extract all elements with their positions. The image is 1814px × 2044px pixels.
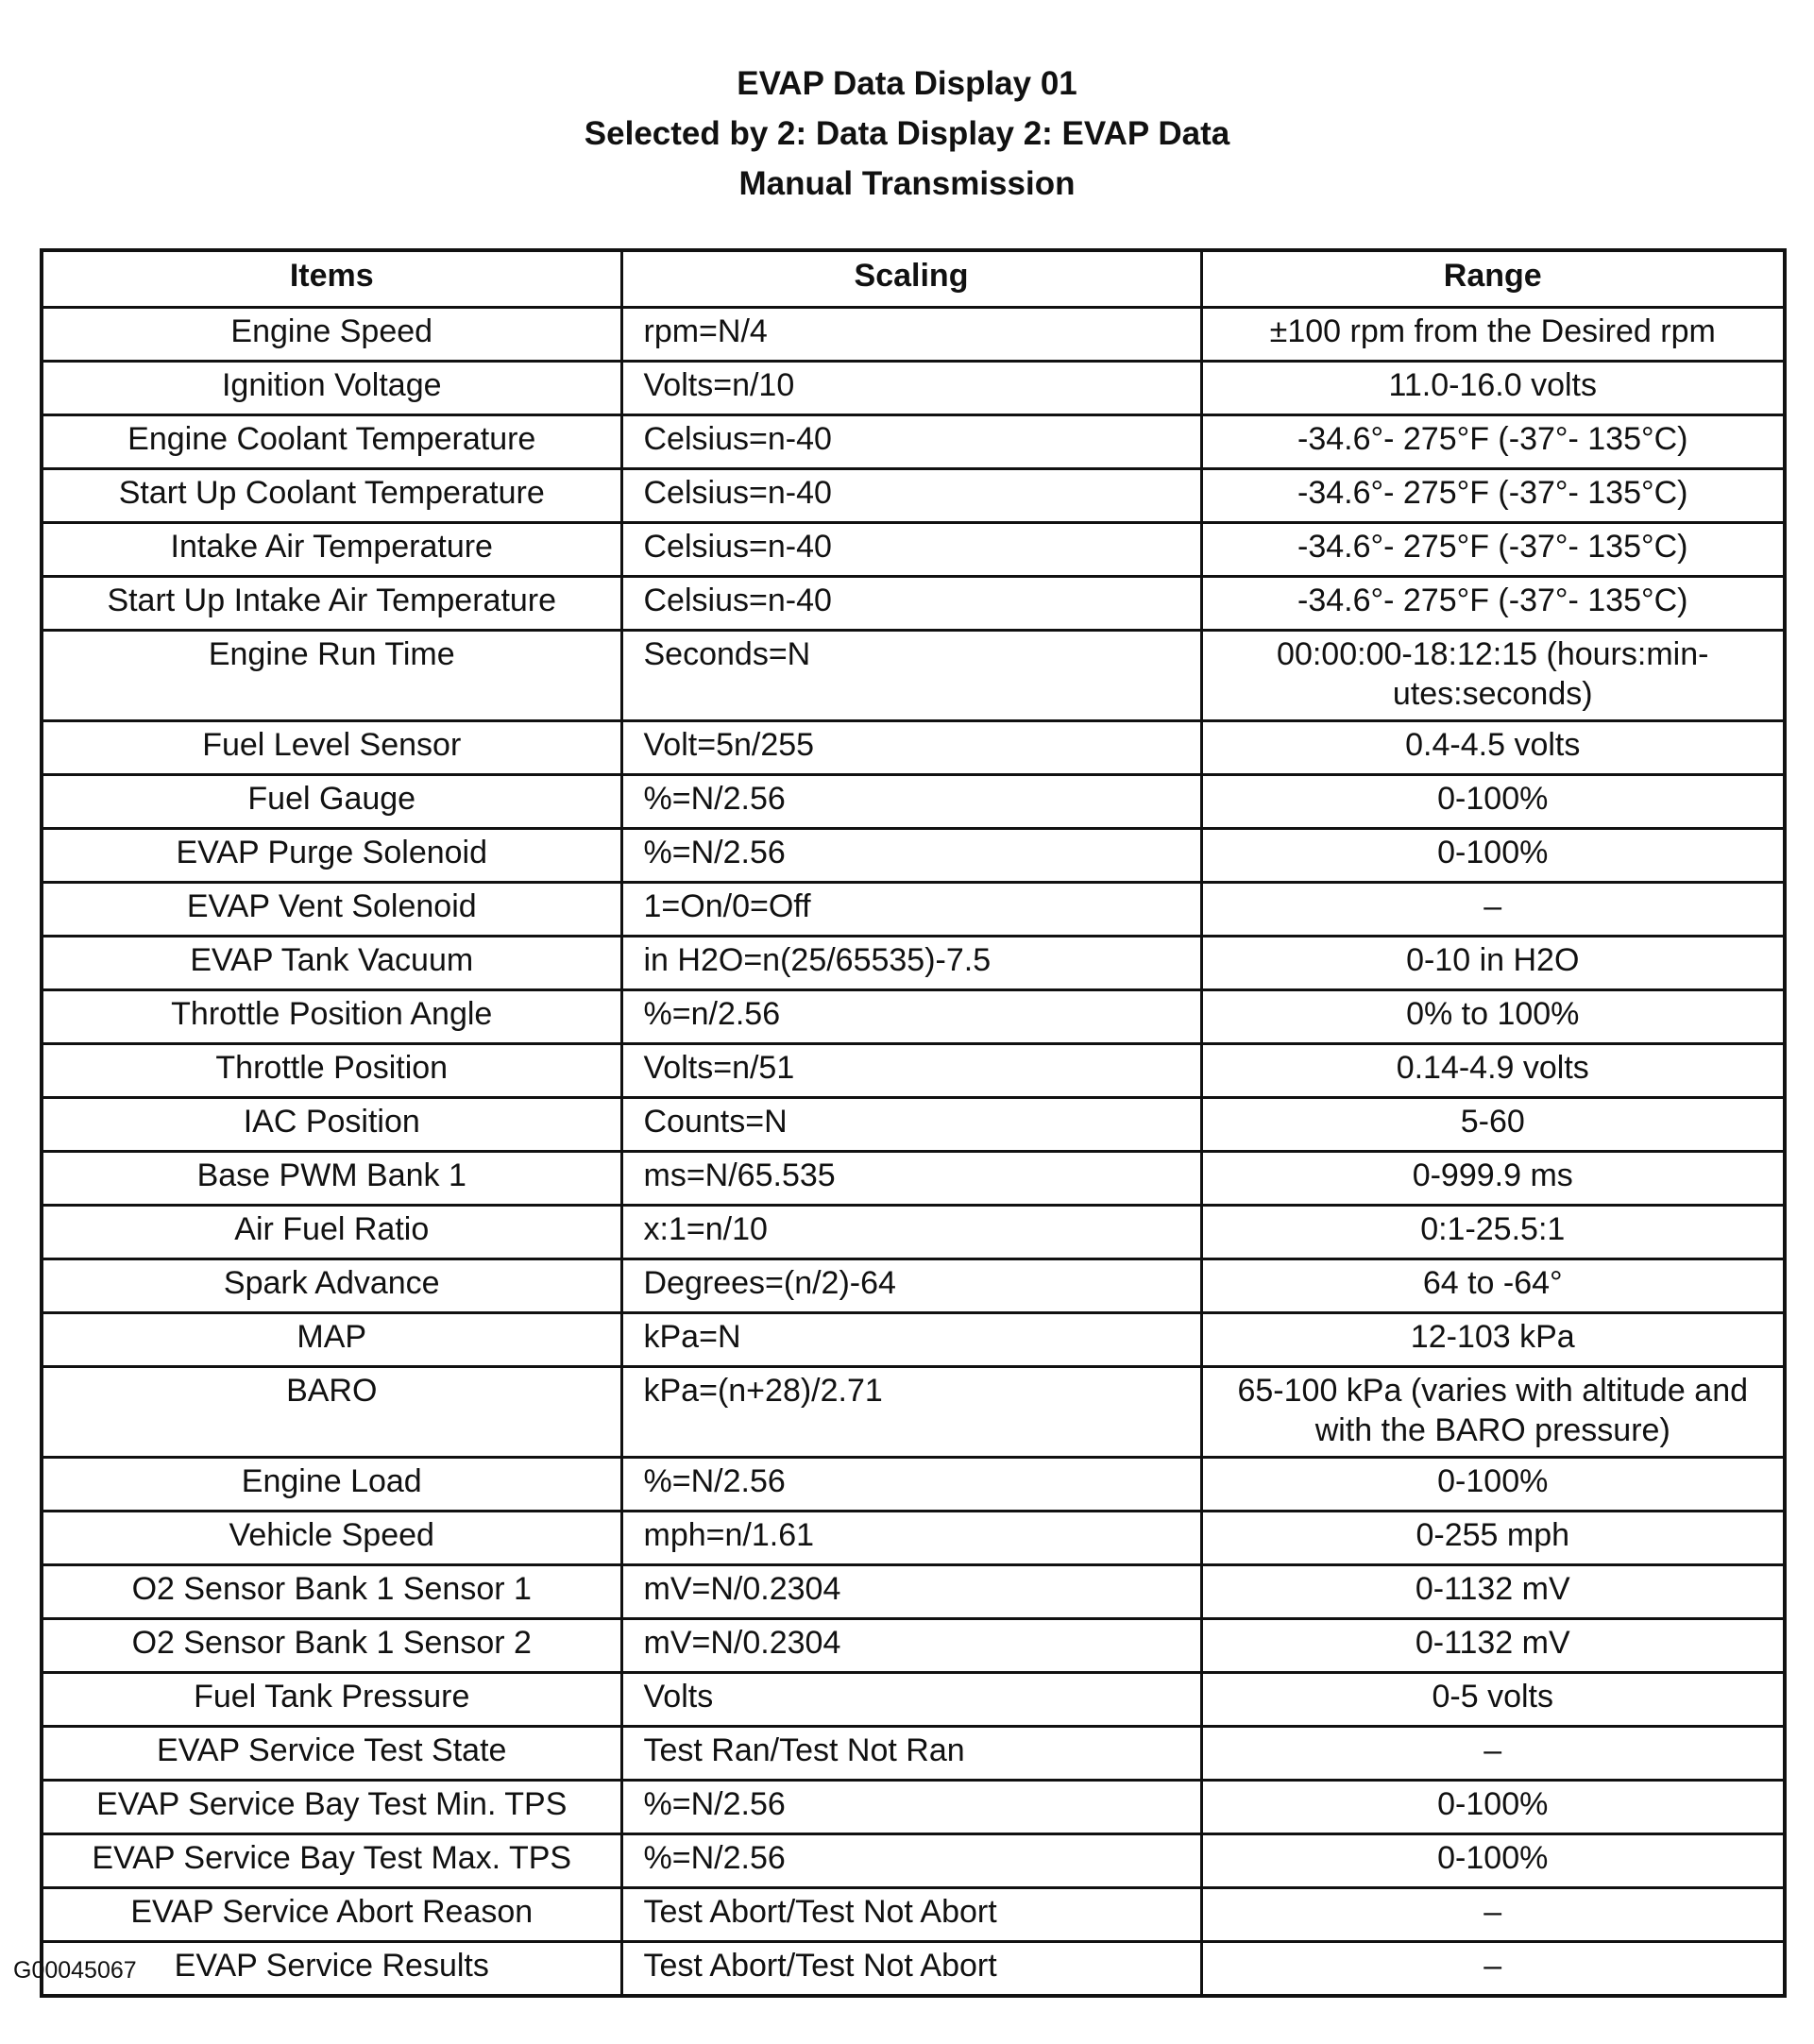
title-line-2: Selected by 2: Data Display 2: EVAP Data — [584, 115, 1230, 152]
table-row — [42, 415, 1785, 469]
table-row — [42, 990, 1785, 1044]
item-cell: Start Up Intake Air Temperature — [42, 577, 621, 631]
table-body — [42, 308, 1785, 1997]
scaling-cell: %=N/2.56 — [621, 775, 1201, 829]
scaling-cell: %=N/2.56 — [621, 829, 1201, 883]
range-cell: 0-999.9 ms — [1201, 1152, 1785, 1206]
table-row — [42, 1458, 1785, 1512]
item-cell: Fuel Gauge — [42, 775, 621, 829]
range-cell: -34.6°- 275°F (-37°- 135°C) — [1201, 577, 1785, 631]
range-cell: 0% to 100% — [1201, 990, 1785, 1044]
table-row — [42, 1781, 1785, 1834]
scaling-cell: kPa=N — [621, 1313, 1201, 1367]
scaling-cell: 1=On/0=Off — [621, 883, 1201, 937]
header-items: Items — [42, 250, 621, 308]
range-cell: 12-103 kPa — [1201, 1313, 1785, 1367]
scaling-cell: Celsius=n-40 — [621, 577, 1201, 631]
range-cell: -34.6°- 275°F (-37°- 135°C) — [1201, 523, 1785, 577]
table-row — [42, 1259, 1785, 1313]
evap-data-table — [40, 248, 1787, 1998]
range-cell: 0-10 in H2O — [1201, 937, 1785, 990]
scaling-cell: Counts=N — [621, 1098, 1201, 1152]
item-cell: Throttle Position — [42, 1044, 621, 1098]
scaling-cell: rpm=N/4 — [621, 308, 1201, 362]
table-row — [42, 1565, 1785, 1619]
table-row — [42, 631, 1785, 721]
range-cell: 0-100% — [1201, 1834, 1785, 1888]
range-cell: ±100 rpm from the Desired rpm — [1201, 308, 1785, 362]
item-cell: EVAP Service Bay Test Max. TPS — [42, 1834, 621, 1888]
range-cell: 0-100% — [1201, 1781, 1785, 1834]
item-cell: Engine Speed — [42, 308, 621, 362]
table-row — [42, 1888, 1785, 1942]
range-cell: 0-1132 mV — [1201, 1565, 1785, 1619]
table-row — [42, 1834, 1785, 1888]
scaling-cell: %=n/2.56 — [621, 990, 1201, 1044]
item-cell: EVAP Service Abort Reason — [42, 1888, 621, 1942]
item-cell: Fuel Tank Pressure — [42, 1673, 621, 1727]
scaling-cell: x:1=n/10 — [621, 1206, 1201, 1259]
table-row — [42, 1367, 1785, 1458]
figure-id: G00045067 — [13, 1957, 137, 1984]
table-row — [42, 1512, 1785, 1565]
range-cell: – — [1201, 1727, 1785, 1781]
range-cell: 5-60 — [1201, 1098, 1785, 1152]
table-row — [42, 1313, 1785, 1367]
table-row — [42, 1206, 1785, 1259]
item-cell: Engine Run Time — [42, 631, 621, 721]
scaling-cell: Test Abort/Test Not Abort — [621, 1888, 1201, 1942]
title-line-3: Manual Transmission — [738, 165, 1076, 202]
item-cell: O2 Sensor Bank 1 Sensor 2 — [42, 1619, 621, 1673]
range-cell: 0.4-4.5 volts — [1201, 721, 1785, 775]
range-cell: 0-100% — [1201, 829, 1785, 883]
table-row — [42, 1152, 1785, 1206]
item-cell: Vehicle Speed — [42, 1512, 621, 1565]
scaling-cell: Celsius=n-40 — [621, 415, 1201, 469]
table-row — [42, 775, 1785, 829]
item-cell: EVAP Vent Solenoid — [42, 883, 621, 937]
item-cell: Intake Air Temperature — [42, 523, 621, 577]
item-cell: O2 Sensor Bank 1 Sensor 1 — [42, 1565, 621, 1619]
table-row — [42, 937, 1785, 990]
scaling-cell: Celsius=n-40 — [621, 469, 1201, 523]
range-cell: 0-255 mph — [1201, 1512, 1785, 1565]
scaling-cell: Seconds=N — [621, 631, 1201, 721]
scaling-cell: Volts=n/10 — [621, 362, 1201, 415]
title-line-1: EVAP Data Display 01 — [737, 65, 1077, 102]
item-cell: EVAP Service Results — [42, 1942, 621, 1997]
item-cell: EVAP Service Test State — [42, 1727, 621, 1781]
scaling-cell: Volts — [621, 1673, 1201, 1727]
range-cell: 64 to -64° — [1201, 1259, 1785, 1313]
table-row — [42, 829, 1785, 883]
range-cell: 0-5 volts — [1201, 1673, 1785, 1727]
table-row — [42, 1619, 1785, 1673]
scaling-cell: Test Ran/Test Not Ran — [621, 1727, 1201, 1781]
header-scaling: Scaling — [621, 250, 1201, 308]
item-cell: Ignition Voltage — [42, 362, 621, 415]
table-row — [42, 721, 1785, 775]
scaling-cell: Volt=5n/255 — [621, 721, 1201, 775]
table-row — [42, 1727, 1785, 1781]
range-cell: – — [1201, 1942, 1785, 1997]
scaling-cell: %=N/2.56 — [621, 1781, 1201, 1834]
range-cell: 0-100% — [1201, 1458, 1785, 1512]
table-row — [42, 883, 1785, 937]
range-cell: 65-100 kPa (varies with altitude and with the BARO pressure) — [1201, 1367, 1785, 1458]
item-cell: Throttle Position Angle — [42, 990, 621, 1044]
table-row — [42, 362, 1785, 415]
scaling-cell: mph=n/1.61 — [621, 1512, 1201, 1565]
range-cell: -34.6°- 275°F (-37°- 135°C) — [1201, 415, 1785, 469]
header-range: Range — [1201, 250, 1785, 308]
scaling-cell: kPa=(n+28)/2.71 — [621, 1367, 1201, 1458]
table-row — [42, 1098, 1785, 1152]
item-cell: Fuel Level Sensor — [42, 721, 621, 775]
item-cell: EVAP Purge Solenoid — [42, 829, 621, 883]
scaling-cell: ms=N/65.535 — [621, 1152, 1201, 1206]
table-row — [42, 469, 1785, 523]
table-row — [42, 308, 1785, 362]
table-row — [42, 1673, 1785, 1727]
scaling-cell: %=N/2.56 — [621, 1834, 1201, 1888]
table-header-row — [42, 250, 1785, 308]
range-cell: 0-1132 mV — [1201, 1619, 1785, 1673]
scaling-cell: mV=N/0.2304 — [621, 1619, 1201, 1673]
range-cell: 11.0-16.0 volts — [1201, 362, 1785, 415]
item-cell: BARO — [42, 1367, 621, 1458]
table-row — [42, 523, 1785, 577]
scaling-cell: Volts=n/51 — [621, 1044, 1201, 1098]
item-cell: Engine Load — [42, 1458, 621, 1512]
range-cell: – — [1201, 1888, 1785, 1942]
range-cell: 0-100% — [1201, 775, 1785, 829]
range-cell: 0:1-25.5:1 — [1201, 1206, 1785, 1259]
range-cell: – — [1201, 883, 1785, 937]
item-cell: MAP — [42, 1313, 621, 1367]
scaling-cell: mV=N/0.2304 — [621, 1565, 1201, 1619]
document-title — [0, 59, 1814, 209]
range-cell: 0.14-4.9 volts — [1201, 1044, 1785, 1098]
scaling-cell: %=N/2.56 — [621, 1458, 1201, 1512]
table-row — [42, 577, 1785, 631]
item-cell: IAC Position — [42, 1098, 621, 1152]
item-cell: Air Fuel Ratio — [42, 1206, 621, 1259]
item-cell: EVAP Service Bay Test Min. TPS — [42, 1781, 621, 1834]
item-cell: Base PWM Bank 1 — [42, 1152, 621, 1206]
table-row — [42, 1044, 1785, 1098]
scaling-cell: Celsius=n-40 — [621, 523, 1201, 577]
scaling-cell: in H2O=n(25/65535)-7.5 — [621, 937, 1201, 990]
range-cell: -34.6°- 275°F (-37°- 135°C) — [1201, 469, 1785, 523]
scaling-cell: Degrees=(n/2)-64 — [621, 1259, 1201, 1313]
range-cell: 00:00:00-18:12:15 (hours:min-utes:seconds) — [1201, 631, 1785, 721]
table-row — [42, 1942, 1785, 1997]
item-cell: EVAP Tank Vacuum — [42, 937, 621, 990]
item-cell: Start Up Coolant Temperature — [42, 469, 621, 523]
item-cell: Engine Coolant Temperature — [42, 415, 621, 469]
item-cell: Spark Advance — [42, 1259, 621, 1313]
scaling-cell: Test Abort/Test Not Abort — [621, 1942, 1201, 1997]
